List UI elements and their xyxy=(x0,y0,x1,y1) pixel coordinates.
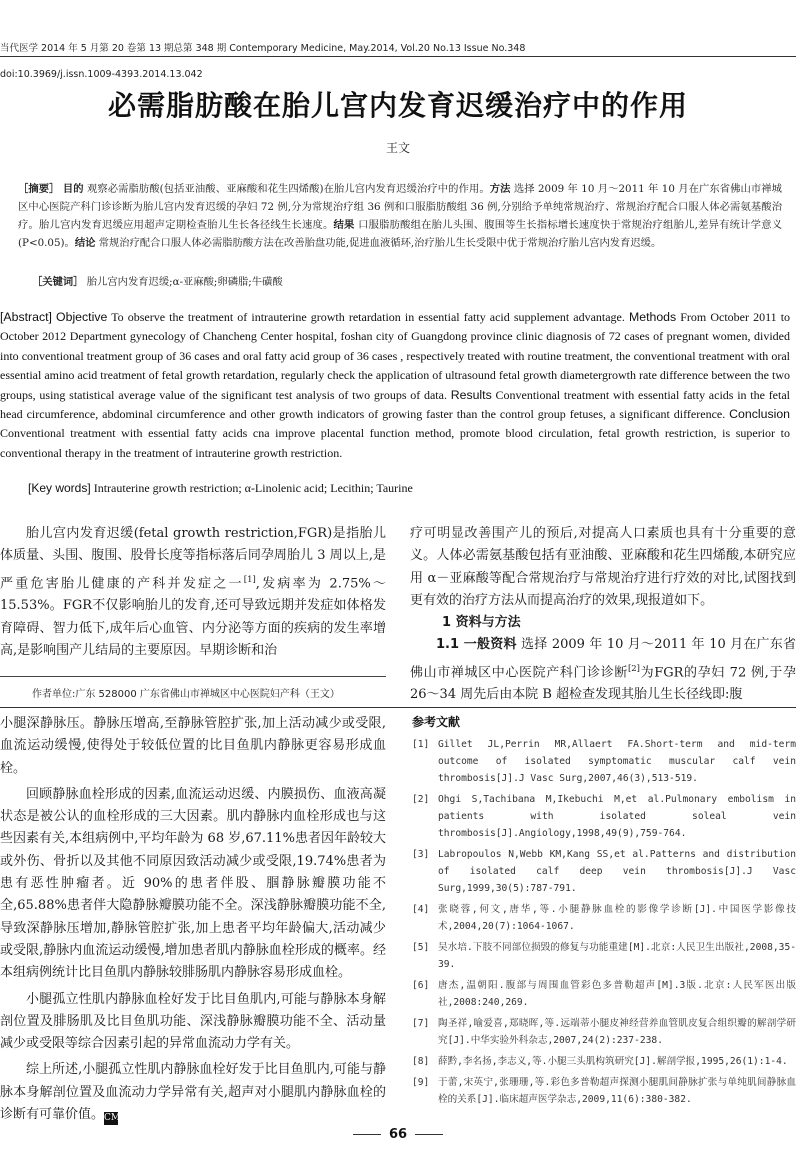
intro-text-b: ,发病率为 2.75%～15.53%。FGR不仅影响胎儿的发育,还可导致远期并发症如体格发育障碍、智力低下,成年后心血管、内分泌等方面的疾病的发生率增高,是影响围产儿结局的主要原因。早期诊断和治 xyxy=(0,575,386,658)
abstract-en-methods: From October 2011 to October 2012 Department gynecology of Chancheng Center hospital, foshan city of Guangdong province clinic diagnosis of 72 cases of pregnant women, divided into conventional treatment group of 36 cases and oral fatty acid group of 36 cases , respectively treated with routine treatment, the conventional treatment with oral essential amino acid treatment of fetal growth retardation, regularly check the application of ultrasound fetal growth diametergrowth rate difference between the two groups, using statistical average value of the significant test analysis of two groups of data. xyxy=(0,310,791,402)
reference-text: Gillet JL,Perrin MR,Allaert FA.Short-term and mid-term outcome of isolated symptomatic muscular calf vein thrombosis[J].J Vasc Surg,2007,46(3),513-519. xyxy=(438,739,796,784)
reference-number: [1] xyxy=(412,739,430,750)
abstract-cn-results-label: 结果 xyxy=(333,219,355,231)
abstract-en-methods-label: Methods xyxy=(628,310,677,324)
conclusion-text: 综上所述,小腿孤立性肌内静脉血栓好发于比目鱼肌内,可能与静脉本身解剖位置及血流动力学异常有关,超声对小腿肌内静脉血栓的诊断有可靠价值。 xyxy=(0,1062,386,1123)
reference-item xyxy=(412,939,796,973)
author: 王文 xyxy=(385,141,410,155)
reference-number: [4] xyxy=(412,904,430,915)
keywords-en xyxy=(28,481,788,496)
reference-text: 唐杰,温朝阳.腹部与周围血管彩色多普勒超声[M].3版.北京:人民军医出版社,2008:240,269. xyxy=(438,980,796,1008)
methods-text-a: 选择 2009 年 10 月～2011 年 10 月在广东省佛山市禅城区中心医院产科门诊诊断 xyxy=(410,637,796,681)
intro-paragraph xyxy=(0,523,386,662)
abstract-cn-methods-label: 方法 xyxy=(489,183,511,195)
keywords-en-text: Intrauterine growth restriction; α-Linolenic acid; Lecithin; Taurine xyxy=(93,481,413,495)
reference-text: Labropoulos N,Webb KM,Kang SS,et al.Patterns and distribution of isolated calf deep vein thrombosis[J].J Vasc Surg,1999,30(5):787-791. xyxy=(438,849,796,894)
page-number-dash xyxy=(415,1134,443,1135)
abstract-cn-objective-label: 目的 xyxy=(62,183,84,195)
abstract-en-results-label: Results xyxy=(450,387,492,402)
header-rule xyxy=(0,56,796,57)
citation-ref: [2] xyxy=(628,662,640,673)
reference-number: [6] xyxy=(412,980,430,991)
intro-text-a: 胎儿宫内发育迟缓(fetal growth restriction,FGR)是指胎儿体质量、头围、腹围、股骨长度等指标落后同孕周胎儿 3 周以上,是严重危害胎儿健康的产科并发症之一 xyxy=(0,526,386,591)
keywords-en-label: [Key words] xyxy=(28,481,91,495)
reference-item xyxy=(412,846,796,897)
page-number-value: 66 xyxy=(388,1127,408,1142)
reference-text: 陶圣祥,喻爱喜,郑晓晖,等.远端蒂小腿皮神经营养血管肌皮复合组织瓣的解剖学研究[J].中华实验外科杂志,2007,24(2):237-238. xyxy=(438,1018,796,1046)
end-mark-icon: CM xyxy=(104,1113,121,1124)
abstract-cn-conclusion: 常规治疗配合口服人体必需脂肪酸方法在改善胎盘功能,促进血液循环,治疗胎儿生长受限中优于常规治疗胎儿宫内发育迟缓。 xyxy=(98,237,662,249)
abstract-en-objective: To observe the treatment of intrauterine growth retardation in essential fatty acid supplement advantage. xyxy=(111,310,625,324)
reference-item xyxy=(412,1074,796,1108)
page-number xyxy=(0,1127,796,1142)
methods-text-b: 为FGR的孕妇 72 例,于孕 26～34 周先后由本院 B 超检查发现其胎儿生长径线即:腹 xyxy=(410,665,796,703)
reference-item xyxy=(412,791,796,842)
abstract-cn-label: ［摘要］ xyxy=(18,183,60,195)
methods-paragraph xyxy=(410,634,796,706)
keywords-cn xyxy=(32,273,772,288)
reference-item xyxy=(412,977,796,1011)
body-right-top xyxy=(410,523,796,707)
reference-text: 于蕾,宋英宁,张珊珊,等.彩色多普勒超声探测小腿肌间静脉扩张与单纯肌间静脉血栓的关系[J].临床超声医学杂志,2009,11(6):380-382. xyxy=(438,1077,796,1105)
page-number-dash xyxy=(353,1134,381,1135)
abstract-en-objective-label: Objective xyxy=(56,310,108,324)
keywords-cn-text: 胎儿宫内发育迟缓;α-亚麻酸;卵磷脂;牛磺酸 xyxy=(86,276,283,288)
abstract-en-conclusion: Conventional treatment with essential fatty acids cna improve placental function method, promote blood circulation, fetal growth restriction, is superior to conventional therapy in the treatment of intrauterine growth restriction. xyxy=(0,426,790,460)
body-left-top xyxy=(0,523,386,662)
affiliation-rule xyxy=(0,676,386,677)
subsection-heading: 1.1 一般资料 xyxy=(436,637,517,653)
reference-number: [2] xyxy=(412,794,430,805)
abstract-en xyxy=(0,308,790,463)
reference-number: [9] xyxy=(412,1077,430,1088)
reference-number: [8] xyxy=(412,1056,430,1067)
references-title: 参考文献 xyxy=(412,715,461,729)
discussion-paragraph-3: 小腿孤立性肌内静脉血栓好发于比目鱼肌内,可能与静脉本身解剖位置及腓肠肌及比目鱼肌功能、深浅静脉瓣膜功能不全、活动量减少或受限等综合因素引起的异常血流动力学有关。 xyxy=(0,991,386,1052)
reference-text: Ohgi S,Tachibana M,Ikebuchi M,et al.Pulmonary embolism in patients with isolated soleal vein thrombosis[J].Angiology,1998,49(9),759-764. xyxy=(438,794,796,839)
author-affiliation: 作者单位:广东 528000 广东省佛山市禅城区中心医院妇产科（王文） xyxy=(32,689,340,700)
reference-item xyxy=(412,736,796,787)
reference-number: [7] xyxy=(412,1018,430,1029)
abstract-cn-objective: 观察必需脂肪酸(包括亚油酸、亚麻酸和花生四烯酸)在胎儿宫内发育迟缓治疗中的作用。 xyxy=(87,183,490,195)
discussion-paragraph-2: 回顾静脉血栓形成的因素,血流运动迟缓、内膜损伤、血液高凝状态是被公认的血栓形成的三大因素。肌内静脉内血栓形成也与这些因素有关,本组病例中,平均年龄为 68 岁,67.11%患者因年龄较大或外伤、骨折以及其他不同原因致活动减少或受限,19.74%患者为患有恶性肿瘤者。近 90%的患者伴股、腘静脉瓣膜功能不全,65.88%患者伴大隐静脉瓣膜功能不全。深浅静脉瓣膜功能不全,导致深静脉压增加,静脉管腔扩张,加上患者平均年龄偏大,活动减少或受限,静脉内血流运动缓慢,增加患者肌内静脉血栓形成的概率。经本组病例统计比目鱼肌内静脉较腓肠肌内静脉容易形成血栓。 xyxy=(0,786,386,981)
discussion-paragraph-1: 小腿深静脉压。静脉压增高,至静脉管腔扩张,加上活动减少或受限,血流运动缓慢,使得处于较低位置的比目鱼肌内静脉更容易形成血栓。 xyxy=(0,716,386,776)
reference-item xyxy=(412,901,796,935)
reference-item xyxy=(412,1053,796,1070)
section-divider xyxy=(0,707,796,708)
body-left-bottom xyxy=(0,713,386,1130)
reference-item xyxy=(412,1015,796,1049)
abstract-cn-results: 口服脂肪酸组在胎儿头围、腹围等生长指标增长速度快于常规治疗组胎儿,差异有统计学意义(P<0.05)。 xyxy=(18,219,783,249)
abstract-en-results: Conventional treatment with essential fatty acids in the fetal head circumference, abdominal circumference and other growth indicators of growing faster than the control group fetuses, a significant difference. xyxy=(0,387,791,422)
section-heading: 1 资料与方法 xyxy=(442,615,521,631)
abstract-cn xyxy=(18,180,782,252)
reference-text: 张晓蓉,何文,唐华,等.小腿静脉血栓的影像学诊断[J].中国医学影像技术,2004,20(7):1064-1067. xyxy=(438,904,796,932)
abstract-cn-methods: 选择 2009 年 10 月～2011 年 10 月在广东省佛山市禅城区中心医院产科门诊诊断为胎儿宫内发育迟缓的孕妇 72 例,分为常规治疗组 36 例和口服脂肪酸组 36 例,分别给予单纯常规治疗、常规治疗配合口服人体必需氨基酸治疗。胎儿宫内发育迟缓应用超声定期检查胎儿生长各径线生长速度。 xyxy=(18,183,782,231)
reference-number: [5] xyxy=(412,942,430,953)
reference-number: [3] xyxy=(412,849,430,860)
abstract-en-label: [Abstract] xyxy=(0,310,52,324)
conclusion-paragraph xyxy=(0,1059,386,1126)
abstract-en-conclusion-label: Conclusion xyxy=(729,407,791,422)
references xyxy=(412,713,796,1112)
article-title: 必需脂肪酸在胎儿宫内发育迟缓治疗中的作用 xyxy=(107,89,688,122)
reference-text: 薛黔,李名扬,李志义,等.小腿三头肌构筑研究[J].解剖学报,1995,26(1):1-4. xyxy=(438,1056,788,1067)
journal-header: 当代医学 2014 年 5 月第 20 卷第 13 期总第 348 期 Contemporary Medicine, May.2014, Vol.20 No.13 Issue No.348 xyxy=(0,43,526,54)
citation-ref: [1] xyxy=(243,573,256,584)
keywords-cn-label: ［关键词］ xyxy=(32,276,84,288)
abstract-cn-conclusion-label: 结论 xyxy=(74,237,96,249)
doi: doi:10.3969/j.issn.1009-4393.2014.13.042 xyxy=(0,69,203,80)
intro-continued: 疗可明显改善围产儿的预后,对提高人口素质也具有十分重要的意义。人体必需氨基酸包括有亚油酸、亚麻酸和花生四烯酸,本研究应用 α－亚麻酸等配合常规治疗与常规治疗进行疗效的对比,试图找到更有效的治疗方法从而提高治疗的效果,现报道如下。 xyxy=(410,526,796,608)
reference-text: 吴水培.下肢不同部位损毁的修复与功能重建[M].北京:人民卫生出版社,2008,35-39. xyxy=(438,942,796,970)
